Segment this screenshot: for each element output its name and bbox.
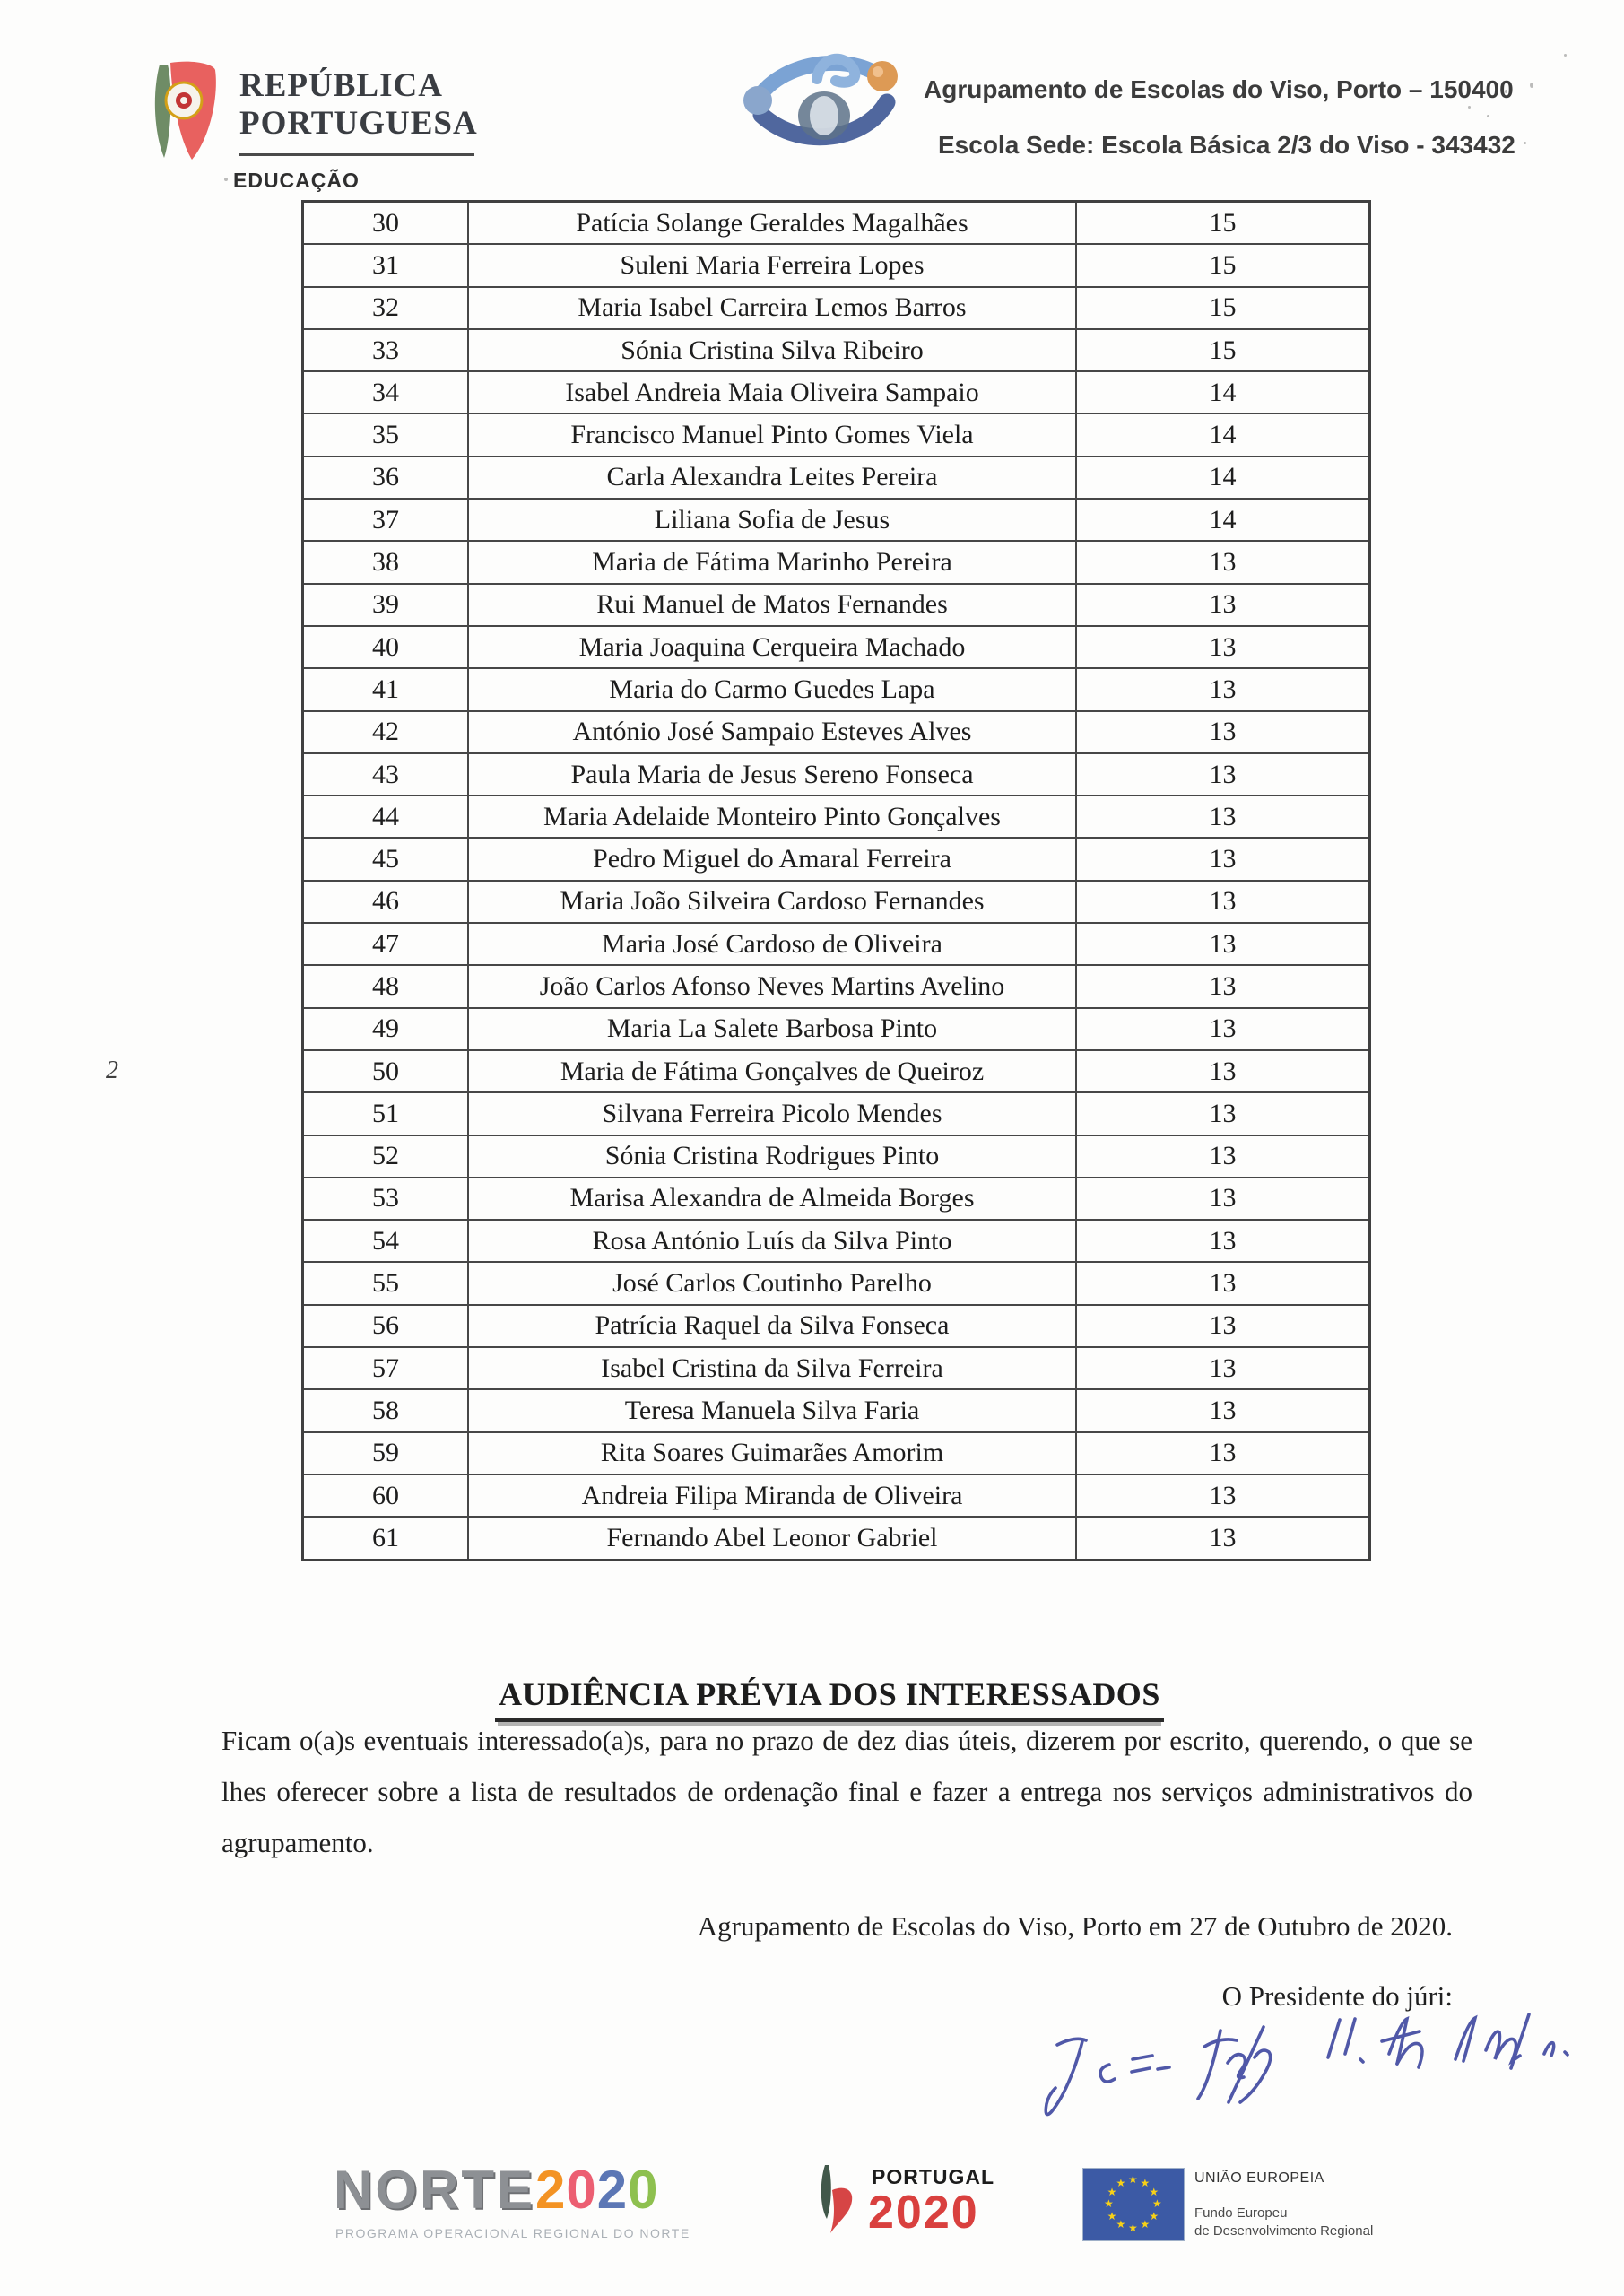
table-row (303, 1050, 1370, 1092)
rank-cell: 51 (303, 1092, 469, 1135)
table-row (303, 1389, 1370, 1431)
scan-speck (1530, 83, 1533, 88)
name-cell: Patícia Solange Geraldes Magalhães (468, 202, 1076, 245)
table-row (303, 1347, 1370, 1389)
score-cell: 15 (1076, 202, 1370, 245)
eu-star-icon: ★ (1152, 2197, 1162, 2210)
table-row (303, 1262, 1370, 1304)
table-row (303, 838, 1370, 880)
rank-cell: 37 (303, 499, 469, 541)
eu-star-icon: ★ (1128, 2173, 1138, 2186)
name-cell: José Carlos Coutinho Parelho (468, 1262, 1076, 1304)
eu-fund-line1: Fundo Europeu (1194, 2205, 1288, 2221)
score-cell: 13 (1076, 1178, 1370, 1220)
name-cell: Liliana Sofia de Jesus (468, 499, 1076, 541)
score-cell: 13 (1076, 1050, 1370, 1092)
name-cell: Teresa Manuela Silva Faria (468, 1389, 1076, 1431)
rank-cell: 45 (303, 838, 469, 880)
eu-star-icon: ★ (1116, 2176, 1126, 2189)
rank-cell: 44 (303, 796, 469, 838)
rank-cell: 50 (303, 1050, 469, 1092)
rank-cell: 57 (303, 1347, 469, 1389)
score-cell: 15 (1076, 329, 1370, 371)
table-row (303, 287, 1370, 329)
score-cell: 13 (1076, 668, 1370, 710)
signer-title: O Presidente do júri: (1221, 1980, 1453, 2012)
norte2020-digit: 2 (596, 2160, 629, 2220)
score-cell: 15 (1076, 287, 1370, 329)
department-label: EDUCAÇÃO (233, 169, 360, 192)
rank-cell: 41 (303, 668, 469, 710)
score-cell: 13 (1076, 711, 1370, 753)
rank-cell: 56 (303, 1305, 469, 1347)
school-name-line: Agrupamento de Escolas do Viso, Porto – 150400 (924, 75, 1514, 103)
score-cell: 13 (1076, 1432, 1370, 1474)
score-cell: 13 (1076, 1474, 1370, 1517)
name-cell: Maria do Carmo Guedes Lapa (468, 668, 1076, 710)
rank-cell: 52 (303, 1135, 469, 1178)
name-cell: Isabel Andreia Maia Oliveira Sampaio (468, 371, 1076, 413)
table-row (303, 1220, 1370, 1262)
name-cell: Rui Manuel de Matos Fernandes (468, 584, 1076, 626)
name-cell: Isabel Cristina da Silva Ferreira (468, 1347, 1076, 1389)
name-cell: Maria Joaquina Cerqueira Machado (468, 626, 1076, 668)
table-row (303, 202, 1370, 245)
rank-cell: 33 (303, 329, 469, 371)
eu-star-icon: ★ (1140, 2176, 1151, 2189)
table-row (303, 413, 1370, 456)
score-cell: 14 (1076, 499, 1370, 541)
norte2020-brand-text: NORTE (334, 2160, 535, 2220)
rank-cell: 54 (303, 1220, 469, 1262)
eu-star-icon: ★ (1104, 2197, 1114, 2210)
score-cell: 13 (1076, 1305, 1370, 1347)
name-cell: Andreia Filipa Miranda de Oliveira (468, 1474, 1076, 1517)
score-cell: 13 (1076, 965, 1370, 1007)
name-cell: Rosa António Luís da Silva Pinto (468, 1220, 1076, 1262)
table-row (303, 371, 1370, 413)
portugal2020-year-text: 2020 (868, 2187, 979, 2239)
table-row (303, 1135, 1370, 1178)
table-row (303, 881, 1370, 923)
rank-cell: 39 (303, 584, 469, 626)
eu-fund-line2: de Desenvolvimento Regional (1194, 2223, 1374, 2239)
name-cell: Rita Soares Guimarães Amorim (468, 1432, 1076, 1474)
table-row (303, 626, 1370, 668)
header-divider-rule (239, 153, 474, 156)
rank-cell: 43 (303, 753, 469, 796)
results-table-body (303, 202, 1370, 1561)
table-row (303, 753, 1370, 796)
handwritten-signature-blue-ink (1027, 2007, 1610, 2142)
name-cell: Suleni Maria Ferreira Lopes (468, 244, 1076, 286)
score-cell: 13 (1076, 626, 1370, 668)
score-cell: 15 (1076, 244, 1370, 286)
table-row (303, 457, 1370, 499)
portugal2020-brand-text: PORTUGAL (872, 2165, 995, 2188)
eu-star-icon: ★ (1149, 2209, 1159, 2222)
scan-speck (1564, 54, 1567, 57)
table-row (303, 711, 1370, 753)
section-heading: AUDIÊNCIA PRÉVIA DOS INTERESSADOS (495, 1675, 1164, 1722)
score-cell: 13 (1076, 923, 1370, 965)
school-3d-swirl-logo (731, 29, 915, 168)
rank-cell: 46 (303, 881, 469, 923)
ranking-results-table (301, 200, 1371, 1561)
rank-cell: 53 (303, 1178, 469, 1220)
name-cell: Silvana Ferreira Picolo Mendes (468, 1092, 1076, 1135)
eu-title: UNIÃO EUROPEIA (1194, 2170, 1324, 2186)
score-cell: 13 (1076, 753, 1370, 796)
score-cell: 13 (1076, 584, 1370, 626)
rank-cell: 58 (303, 1389, 469, 1431)
name-cell: Maria José Cardoso de Oliveira (468, 923, 1076, 965)
table-row (303, 1432, 1370, 1474)
republic-title-line2: PORTUGUESA (239, 105, 478, 142)
name-cell: Pedro Miguel do Amaral Ferreira (468, 838, 1076, 880)
table-row (303, 499, 1370, 541)
norte2020-digit: 2 (535, 2160, 567, 2220)
rank-cell: 60 (303, 1474, 469, 1517)
name-cell: Maria João Silveira Cardoso Fernandes (468, 881, 1076, 923)
scan-speck (1505, 90, 1507, 93)
score-cell: 13 (1076, 881, 1370, 923)
portugal2020-flag-mark-icon (818, 2163, 864, 2239)
score-cell: 13 (1076, 541, 1370, 583)
portugal-flag-emblem-icon (151, 59, 224, 165)
name-cell: Maria Adelaide Monteiro Pinto Gonçalves (468, 796, 1076, 838)
scan-speck (224, 178, 228, 181)
eu-star-icon: ★ (1128, 2222, 1138, 2234)
rank-cell: 38 (303, 541, 469, 583)
score-cell: 13 (1076, 796, 1370, 838)
rank-cell: 30 (303, 202, 469, 245)
table-row (303, 1008, 1370, 1050)
republic-title-line1: REPÚBLICA (239, 67, 443, 104)
name-cell: António José Sampaio Esteves Alves (468, 711, 1076, 753)
scan-speck (1524, 142, 1526, 144)
eu-star-icon: ★ (1107, 2185, 1117, 2198)
eu-flag-icon (1082, 2168, 1185, 2241)
table-row (303, 1517, 1370, 1560)
eu-star-icon: ★ (1149, 2185, 1159, 2198)
rank-cell: 40 (303, 626, 469, 668)
norte2020-logo (334, 2160, 659, 2220)
table-row (303, 584, 1370, 626)
name-cell: Maria de Fátima Gonçalves de Queiroz (468, 1050, 1076, 1092)
rank-cell: 49 (303, 1008, 469, 1050)
name-cell: Maria La Salete Barbosa Pinto (468, 1008, 1076, 1050)
eu-star-icon: ★ (1107, 2209, 1117, 2222)
name-cell: Sónia Cristina Silva Ribeiro (468, 329, 1076, 371)
scan-speck (1468, 106, 1471, 109)
name-cell: Maria Isabel Carreira Lemos Barros (468, 287, 1076, 329)
rank-cell: 31 (303, 244, 469, 286)
score-cell: 13 (1076, 1389, 1370, 1431)
norte2020-caption: PROGRAMA OPERACIONAL REGIONAL DO NORTE (335, 2226, 690, 2240)
name-cell: Sónia Cristina Rodrigues Pinto (468, 1135, 1076, 1178)
table-row (303, 923, 1370, 965)
score-cell: 13 (1076, 1347, 1370, 1389)
table-row (303, 244, 1370, 286)
score-cell: 13 (1076, 1008, 1370, 1050)
table-row (303, 329, 1370, 371)
table-row (303, 965, 1370, 1007)
dateline: Agrupamento de Escolas do Viso, Porto em 27 de Outubro de 2020. (697, 1910, 1453, 1942)
score-cell: 13 (1076, 1517, 1370, 1560)
section-paragraph: Ficam o(a)s eventuais interessado(a)s, para no prazo de dez dias úteis, dizerem por escrito, querendo, o que se lhes oferecer sobre a lista de resultados de ordenação final e fazer a entrega nos serviços administrativos do agrupamento. (221, 1725, 1472, 1858)
school-sede-line: Escola Sede: Escola Básica 2/3 do Viso - 343432 (938, 131, 1515, 159)
rank-cell: 32 (303, 287, 469, 329)
rank-cell: 42 (303, 711, 469, 753)
table-row (303, 796, 1370, 838)
name-cell: Francisco Manuel Pinto Gomes Viela (468, 413, 1076, 456)
table-row (303, 541, 1370, 583)
table-row (303, 668, 1370, 710)
norte2020-digit: 0 (628, 2160, 659, 2220)
table-row (303, 1092, 1370, 1135)
score-cell: 13 (1076, 1135, 1370, 1178)
score-cell: 14 (1076, 371, 1370, 413)
score-cell: 13 (1076, 838, 1370, 880)
eu-star-icon: ★ (1140, 2218, 1151, 2231)
norte2020-digit: 0 (566, 2160, 597, 2220)
eu-star-icon: ★ (1116, 2218, 1126, 2231)
rank-cell: 55 (303, 1262, 469, 1304)
name-cell: Patrícia Raquel da Silva Fonseca (468, 1305, 1076, 1347)
name-cell: Fernando Abel Leonor Gabriel (468, 1517, 1076, 1560)
table-row (303, 1178, 1370, 1220)
name-cell: Marisa Alexandra de Almeida Borges (468, 1178, 1076, 1220)
rank-cell: 48 (303, 965, 469, 1007)
rank-cell: 36 (303, 457, 469, 499)
scan-speck (1487, 115, 1489, 117)
rank-cell: 61 (303, 1517, 469, 1560)
table-row (303, 1305, 1370, 1347)
name-cell: Carla Alexandra Leites Pereira (468, 457, 1076, 499)
table-row (303, 1474, 1370, 1517)
score-cell: 13 (1076, 1220, 1370, 1262)
rank-cell: 35 (303, 413, 469, 456)
score-cell: 13 (1076, 1092, 1370, 1135)
rank-cell: 59 (303, 1432, 469, 1474)
score-cell: 14 (1076, 413, 1370, 456)
rank-cell: 47 (303, 923, 469, 965)
name-cell: Paula Maria de Jesus Sereno Fonseca (468, 753, 1076, 796)
score-cell: 13 (1076, 1262, 1370, 1304)
name-cell: Maria de Fátima Marinho Pereira (468, 541, 1076, 583)
page-number: 2 (106, 1057, 118, 1084)
score-cell: 14 (1076, 457, 1370, 499)
rank-cell: 34 (303, 371, 469, 413)
name-cell: João Carlos Afonso Neves Martins Avelino (468, 965, 1076, 1007)
